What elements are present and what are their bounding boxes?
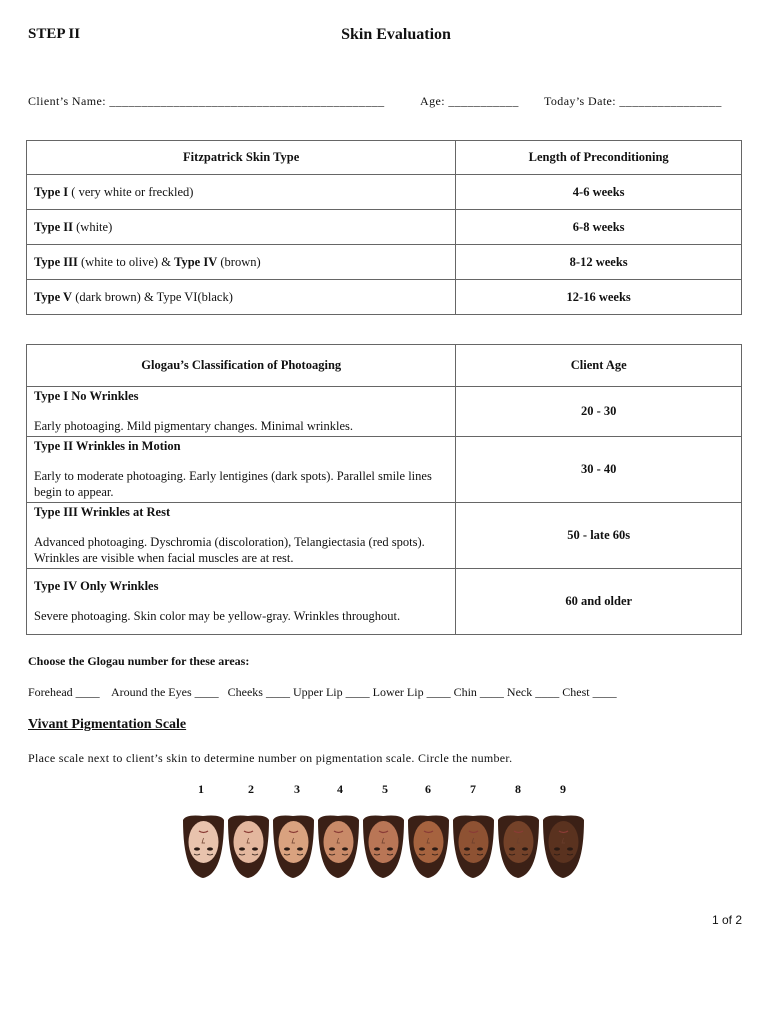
- table-row: [27, 210, 742, 245]
- skin-type-name: Type III: [34, 254, 78, 269]
- scale-number-9[interactable]: 9: [560, 782, 566, 796]
- glogau-type-cell: [27, 503, 456, 569]
- glogau-type-cell: [27, 387, 456, 437]
- fitzpatrick-table: [26, 140, 742, 315]
- table-row: [27, 387, 742, 437]
- weeks-cell: 4-6 weeks: [456, 175, 742, 210]
- glogau-type-title: Type III Wrinkles at Rest: [34, 505, 171, 519]
- age-range-cell: 60 and older: [456, 569, 742, 635]
- table-row: [27, 437, 742, 503]
- pigmentation-face-4: [316, 812, 361, 880]
- pigmentation-face-1: [181, 812, 226, 880]
- scale-number-5[interactable]: 5: [382, 782, 388, 796]
- skin-type-cell: [27, 210, 456, 245]
- step-label: STEP II: [28, 26, 81, 42]
- skin-type-desc: (white): [73, 219, 113, 234]
- preconditioning-header: Length of Preconditioning: [456, 141, 742, 175]
- glogau-type-title: Type IV Only Wrinkles: [34, 579, 159, 593]
- age-range-cell: 20 - 30: [456, 387, 742, 437]
- skin-type-desc: (dark brown) & Type VI(black): [72, 289, 233, 304]
- page-number: 1 of 2: [711, 913, 742, 927]
- skin-type-name: Type II: [34, 219, 74, 234]
- skin-type-desc-extra: (brown): [217, 254, 261, 269]
- table-row: [27, 175, 742, 210]
- glogau-type-title: Type I No Wrinkles: [34, 389, 139, 403]
- skin-type-name: Type V: [34, 289, 73, 304]
- scale-number-7[interactable]: 7: [470, 782, 476, 796]
- glogau-type-desc: Advanced photoaging. Dyschromia (discoloration), Telangiectasia (red spots). Wrinkles are visible when facial muscles are at rest.: [34, 535, 425, 565]
- weeks-cell: 6-8 weeks: [456, 210, 742, 245]
- skin-type-cell: [27, 280, 456, 315]
- page-title: Skin Evaluation: [341, 26, 451, 43]
- glogau-type-desc: Early photoaging. Mild pigmentary changes. Minimal wrinkles.: [34, 419, 354, 433]
- age-range-cell: 30 - 40: [456, 437, 742, 503]
- table-row: [27, 503, 742, 569]
- pigmentation-face-9: [541, 812, 586, 880]
- pigmentation-face-3: [271, 812, 316, 880]
- glogau-header: Glogau’s Classification of Photoaging: [27, 345, 456, 387]
- pigmentation-instruction: Place scale next to client’s skin to determine number on pigmentation scale. Circle the number.: [28, 751, 513, 765]
- glogau-type-cell: [27, 437, 456, 503]
- skin-type-name: Type I: [34, 184, 69, 199]
- weeks-cell: 12-16 weeks: [456, 280, 742, 315]
- glogau-type-desc: Early to moderate photoaging. Early lentigines (dark spots). Parallel smile lines begin to appear.: [34, 469, 432, 499]
- glogau-type-title: Type II Wrinkles in Motion: [34, 439, 181, 453]
- fitzpatrick-header-row: [27, 141, 742, 175]
- areas-line[interactable]: Forehead ____ Around the Eyes ____ Cheeks ____ Upper Lip ____ Lower Lip ____ Chin ____ Neck ____ Chest ____: [28, 685, 617, 699]
- fitzpatrick-header: Fitzpatrick Skin Type: [27, 141, 456, 175]
- weeks-cell: 8-12 weeks: [456, 245, 742, 280]
- skin-type-desc: ( very white or freckled): [68, 184, 194, 199]
- table-row: [27, 569, 742, 635]
- pigmentation-face-2: [226, 812, 271, 880]
- glogau-type-cell: [27, 569, 456, 635]
- skin-type-name-extra: Type IV: [174, 254, 218, 269]
- scale-number-2[interactable]: 2: [248, 782, 254, 796]
- skin-type-cell: [27, 175, 456, 210]
- pigmentation-face-5: [361, 812, 406, 880]
- table-row: [27, 280, 742, 315]
- client-age-header: Client Age: [456, 345, 742, 387]
- pigmentation-face-6: [406, 812, 451, 880]
- date-field[interactable]: Today’s Date: ________________: [544, 94, 722, 108]
- glogau-table: [26, 344, 742, 635]
- glogau-header-row: [27, 345, 742, 387]
- client-name-field[interactable]: Client’s Name: ___________________________________________: [28, 94, 385, 108]
- pigmentation-face-8: [496, 812, 541, 880]
- scale-number-6[interactable]: 6: [425, 782, 431, 796]
- pigmentation-face-7: [451, 812, 496, 880]
- scale-number-3[interactable]: 3: [294, 782, 300, 796]
- skin-type-desc: (white to olive) &: [77, 254, 175, 269]
- pigmentation-heading: Vivant Pigmentation Scale: [28, 717, 187, 732]
- age-range-cell: 50 - late 60s: [456, 503, 742, 569]
- skin-type-cell: [27, 245, 456, 280]
- glogau-type-desc: Severe photoaging. Skin color may be yellow-gray. Wrinkles throughout.: [34, 609, 401, 623]
- age-field[interactable]: Age: ___________: [420, 94, 519, 108]
- scale-number-1[interactable]: 1: [198, 782, 204, 796]
- pigmentation-face-row: [181, 812, 586, 880]
- scale-number-8[interactable]: 8: [515, 782, 521, 796]
- areas-heading: Choose the Glogau number for these areas:: [28, 654, 250, 668]
- table-row: [27, 245, 742, 280]
- scale-number-4[interactable]: 4: [337, 782, 343, 796]
